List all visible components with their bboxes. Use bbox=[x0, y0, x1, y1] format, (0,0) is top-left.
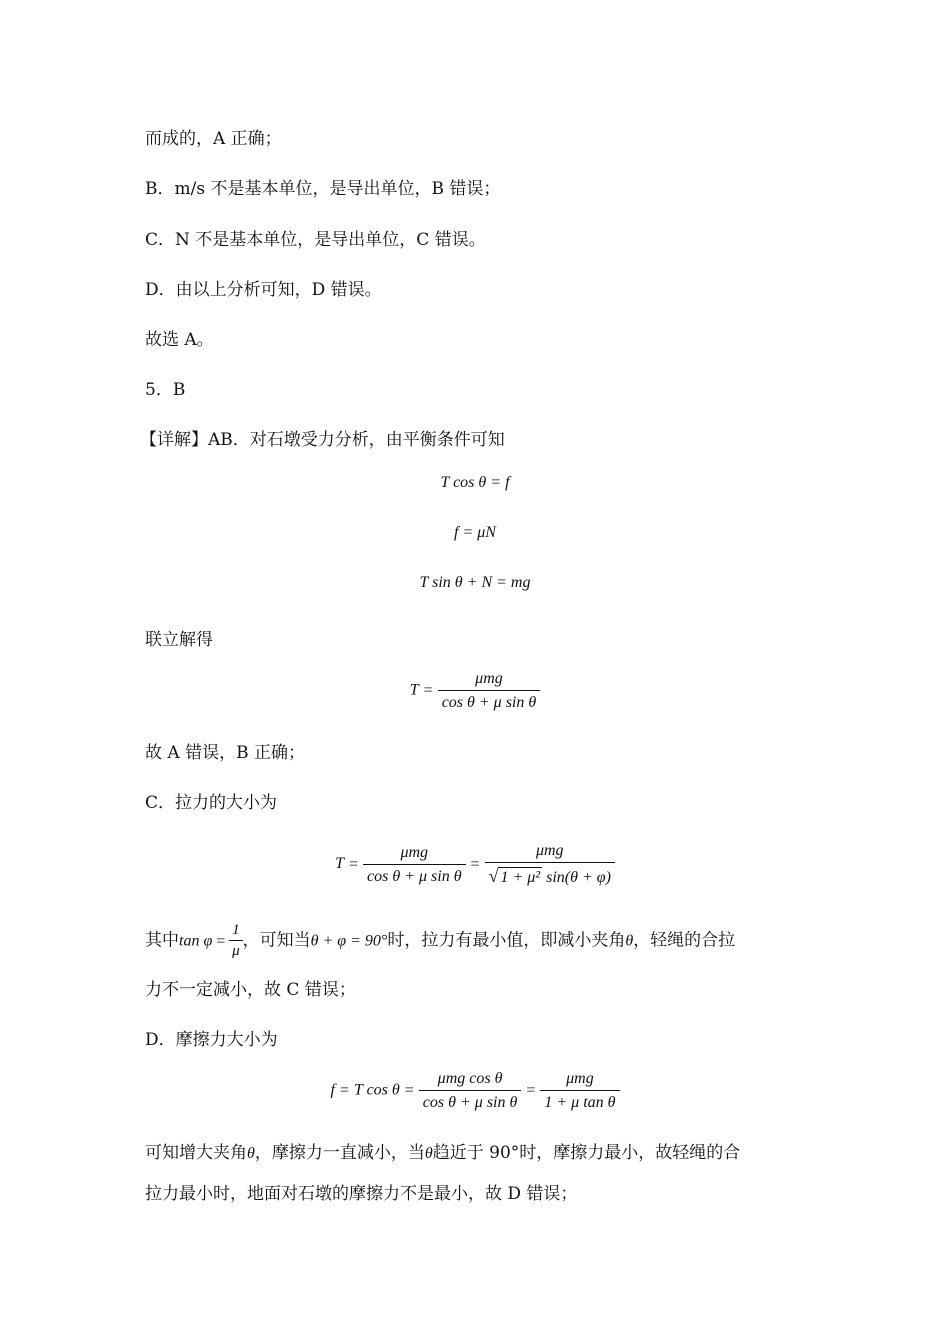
inline-frac-num: 1 bbox=[229, 922, 243, 941]
inline-theta-3: θ bbox=[424, 1145, 433, 1162]
inline-angle-sum: θ + φ = 90° bbox=[310, 932, 388, 950]
inline-theta-2: θ bbox=[247, 1145, 255, 1162]
eq4-denominator: cos θ + μ sin θ bbox=[441, 694, 537, 711]
text-line-solve: 联立解得 bbox=[145, 630, 213, 650]
text-friction-decrease: ，摩擦力一直减小，当 bbox=[254, 1143, 425, 1163]
inline-one-over-mu bbox=[229, 922, 243, 960]
eq6-denominator-1: cos θ + μ sin θ bbox=[422, 1094, 518, 1111]
text-line-increase-angle bbox=[145, 1138, 740, 1163]
text-kezhidang: ，可知当 bbox=[242, 930, 311, 951]
text-line-tan-condition: 其中tan φ = $\frac{1}{\mu}$ ，可知当θ + φ = 90°时，拉力有最小值，即减小夹角θ，轻绳的合拉 bbox=[145, 922, 736, 959]
eq5-radicand: 1 + μ² bbox=[500, 869, 541, 886]
inline-theta-1: θ bbox=[625, 932, 634, 950]
text-zengda: 可知增大夹角 bbox=[145, 1143, 247, 1163]
text-line-option-d: D．由以上分析可知，D 错误。 bbox=[145, 280, 382, 300]
eq5-denominator-1: cos θ + μ sin θ bbox=[367, 867, 462, 885]
eq6-fraction-2 bbox=[540, 1070, 619, 1112]
text-rope-resultant: ，轻绳的合拉 bbox=[633, 930, 736, 951]
eq5-lhs: T bbox=[335, 855, 344, 873]
equation-vertical-balance: T sin θ + N = mg bbox=[419, 574, 531, 591]
eq5-fraction-1 bbox=[363, 844, 466, 886]
eq5-numerator-2: μmg bbox=[485, 842, 615, 863]
text-line-a-correct: 而成的，A 正确； bbox=[145, 129, 282, 149]
eq6-denominator-2: 1 + μ tan θ bbox=[544, 1094, 616, 1111]
eq5-numerator-1: μmg bbox=[363, 844, 466, 865]
inline-tan-phi: tan φ bbox=[179, 932, 213, 950]
equation-tension: T = $\frac{\text{μmg}}{\text{cos θ + μ sin θ}}$ bbox=[0, 670, 950, 712]
text-line-d-wrong: 拉力最小时，地面对石墩的摩擦力不是最小，故 D 错误； bbox=[145, 1184, 578, 1204]
text-line-option-b: B．m/s 不是基本单位，是导出单位，B 错误； bbox=[145, 179, 501, 199]
text-min-tension: 时，拉力有最小值，即减小夹角 bbox=[387, 930, 626, 951]
equation-friction: f = μN bbox=[454, 524, 496, 541]
sqrt-icon: √ bbox=[488, 866, 499, 886]
eq6-lhs: f bbox=[330, 1081, 335, 1099]
eq6-middle: T cos θ bbox=[353, 1081, 400, 1099]
eq6-numerator-2: μmg bbox=[540, 1070, 619, 1091]
equation-horizontal-balance: T cos θ = f bbox=[440, 474, 510, 491]
text-line-c-wrong: 力不一定减小，故 C 错误； bbox=[145, 980, 356, 1000]
equation-friction-expanded: f = T cos θ = $\frac{\text{μmg cos θ}}{\text{cos θ + μ sin θ}}$ = $\frac{\text{μmg}}{\text{1 + μ tan θ}}$ bbox=[0, 1070, 950, 1112]
text-line-a-wrong-b-right: 故 A 错误，B 正确； bbox=[145, 743, 305, 763]
text-line-tension-size: C．拉力的大小为 bbox=[145, 793, 278, 813]
equation-tension-expanded: T = $\frac{\text{μmg}}{\text{cos θ + μ sin θ}}$ = $\frac{\text{μmg}}{\text{√ 1 + μ² sin(θ + φ)}}$ bbox=[0, 842, 950, 887]
eq5-denominator-rest: sin(θ + φ) bbox=[546, 869, 611, 886]
eq6-fraction-1 bbox=[419, 1070, 522, 1112]
text-line-friction-size: D．摩擦力大小为 bbox=[145, 1030, 278, 1050]
detail-heading: 【详解】AB．对石墩受力分析，由平衡条件可知 bbox=[140, 430, 505, 450]
question-5-answer: 5．B bbox=[145, 380, 186, 400]
eq6-numerator-1: μmg cos θ bbox=[419, 1070, 522, 1091]
eq4-fraction bbox=[438, 670, 541, 712]
text-line-option-c: C．N 不是基本单位，是导出单位，C 错误。 bbox=[145, 230, 486, 250]
eq4-numerator: μmg bbox=[438, 670, 541, 691]
text-approach-90: 趋近于 90°时，摩擦力最小，故轻绳的合 bbox=[432, 1143, 741, 1163]
eq5-fraction-2 bbox=[485, 842, 615, 887]
text-line-answer-a: 故选 A。 bbox=[145, 330, 214, 350]
eq4-lhs: T bbox=[409, 681, 419, 699]
inline-frac-den: μ bbox=[232, 943, 240, 959]
text-qizhong: 其中 bbox=[145, 930, 179, 951]
